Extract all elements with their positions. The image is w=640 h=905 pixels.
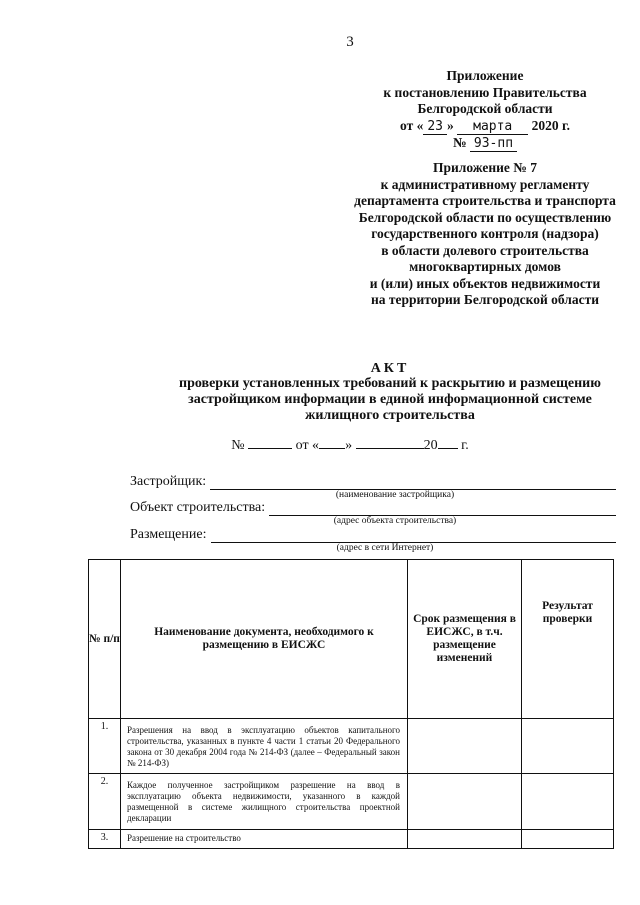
act-title: АКТ [370,361,410,376]
table-row [89,774,614,830]
object-field[interactable] [269,501,616,516]
date-month: марта [457,119,528,135]
developer-label: Застройщик: [130,474,207,489]
row-num: 3. [89,830,121,849]
act-quote-close: » [345,438,353,453]
row-term[interactable] [408,830,522,849]
developer-row [130,474,616,490]
header-name: Наименование документа, необходимого к размещению в ЕИСЖС [121,560,408,719]
act-year-suffix: г. [461,438,469,453]
date-prefix: от « [400,117,424,133]
appendix7-line: на территории Белгородской области [370,292,600,307]
placement-field[interactable] [211,528,617,543]
row-num: 2. [89,774,121,830]
act-number-blank[interactable] [248,436,292,449]
row-result[interactable] [522,830,614,849]
act-subtitle-line: жилищного строительства [305,408,475,423]
appendix7-line: государственного контроля (надзора) [371,226,599,241]
row-num: 1. [89,719,121,774]
header-result: Результат проверки [522,560,614,719]
act-subtitle-line: застройщиком информации в единой информационной системе [188,392,592,407]
act-num-sign: № [231,438,245,453]
act-year-blank[interactable] [438,436,458,449]
appendix-number [350,135,620,153]
appendix-resolution: к постановлению Правительства [383,84,587,100]
placement-row [130,527,616,543]
appendix7-line: департамента строительства и транспорта [354,193,616,208]
date-year: 2020 г. [531,117,570,133]
table-row [89,719,614,774]
row-term[interactable] [408,719,522,774]
act-number-line [0,436,640,454]
act-subtitle-line: проверки установленных требований к раскрытию и размещению [179,376,601,391]
appendix7-line: к административному регламенту [380,176,590,192]
row-name: Разрешение на строительство [121,830,408,849]
row-name: Каждое полученное застройщиком разрешение на ввод в эксплуатацию объекта недвижимости, указанного в каждой размещенной в системе жилищного строительства проектной декларации [121,774,408,830]
act-year-prefix: 20 [423,438,438,453]
row-term[interactable] [408,774,522,830]
act-subtitle [120,376,640,424]
appendix7-line: и (или) иных объектов недвижимости [369,275,601,291]
developer-field[interactable] [210,475,616,490]
number-value: 93-пп [470,136,517,152]
appendix7-line: Белгородской области по осуществлению [358,209,612,225]
appendix7-line: многоквартирных домов [409,259,561,274]
placement-caption: (адрес в сети Интернет) [336,543,434,553]
placement-label: Размещение: [130,527,207,542]
row-name: Разрешения на ввод в эксплуатацию объектов капитального строительства, указанных в пункте 4 части 1 статьи 20 Федерального закона от 30 декабря 2004 года № 214-ФЗ (далее – Федеральный закон № 214-ФЗ) [121,719,408,774]
row-result[interactable] [522,719,614,774]
object-row [130,500,616,516]
appendix7-line: Приложение № 7 [433,160,537,175]
act-from: от « [295,438,320,453]
header-num: № п/п [89,560,121,719]
object-label: Объект строительства: [130,500,266,515]
table-header-row [89,560,614,719]
number-prefix: № [452,135,467,150]
appendix-date [350,118,620,136]
documents-table [88,559,614,849]
object-caption: (адрес объекта строительства) [333,516,457,526]
row-result[interactable] [522,774,614,830]
page-number: 3 [346,34,354,50]
date-mid: » [447,117,454,133]
table-row [89,830,614,849]
appendix-title: Приложение [446,68,524,83]
date-day: 23 [423,119,447,135]
appendix-header [350,68,620,153]
developer-caption: (наименование застройщика) [335,490,455,500]
act-day-blank[interactable] [319,436,345,449]
header-term: Срок размещения в ЕИСЖС, в т.ч. размещение изменений [408,560,522,719]
act-month-blank[interactable] [356,436,424,449]
appendix7-line: в области долевого строительства [381,242,589,258]
appendix-region: Белгородской области [417,101,553,116]
appendix7-header [340,160,630,309]
